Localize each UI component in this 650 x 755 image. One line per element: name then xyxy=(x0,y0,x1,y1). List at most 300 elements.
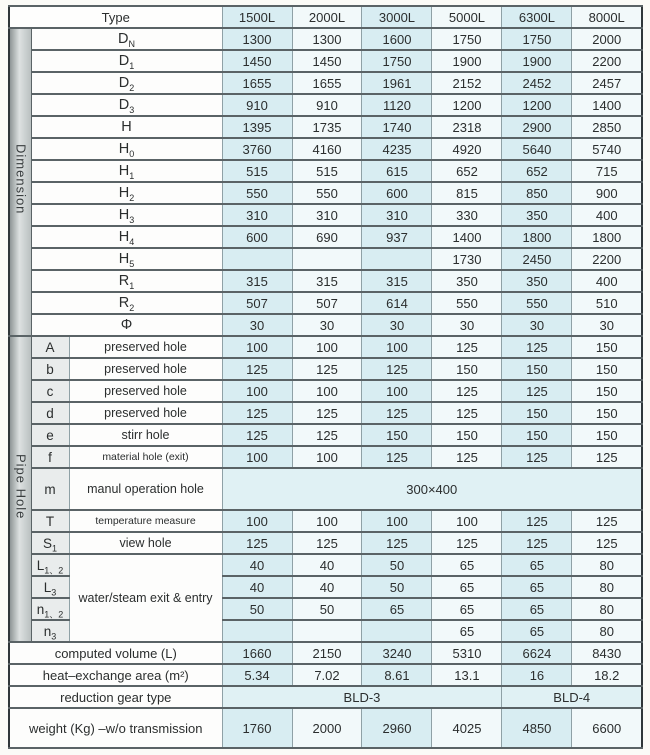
cell-value: 125 xyxy=(222,424,292,446)
row-key-base: d xyxy=(46,405,54,421)
cell-value: 2850 xyxy=(572,116,642,138)
reduction-gear-bld-4: BLD-4 xyxy=(502,686,642,708)
row-description: preserved hole xyxy=(69,336,222,358)
row-key-base: H xyxy=(118,141,130,157)
cell-value: 652 xyxy=(432,160,502,182)
cell-value: 100 xyxy=(222,380,292,402)
cell-value: 150 xyxy=(362,424,432,446)
row-key-subscript: 1、2 xyxy=(44,609,64,620)
cell-value: 3760 xyxy=(222,138,292,160)
cell-value: 1735 xyxy=(292,116,362,138)
cell-value: 937 xyxy=(362,226,432,248)
cell-value: 100 xyxy=(222,446,292,468)
cell-value: 1300 xyxy=(222,28,292,50)
row-key-base: A xyxy=(45,339,55,355)
row-key xyxy=(31,50,222,72)
cell-value: 40 xyxy=(292,554,362,576)
row-key-base: D xyxy=(118,97,130,113)
row-key-subscript: 3 xyxy=(129,214,135,225)
cell-value: 150 xyxy=(572,336,642,358)
cell-value: 125 xyxy=(502,446,572,468)
cell-value: 125 xyxy=(432,446,502,468)
cell-value: 125 xyxy=(222,402,292,424)
cell-value: 50 xyxy=(362,554,432,576)
cell-value: 400 xyxy=(572,204,642,226)
cell-value: 310 xyxy=(362,204,432,226)
footer-value: 7.02 xyxy=(292,664,362,686)
pipe-hole-row xyxy=(9,446,642,468)
row-key xyxy=(31,380,69,402)
cell-value: 100 xyxy=(292,510,362,532)
cell-value: 150 xyxy=(432,358,502,380)
pipe-hole-row xyxy=(9,554,642,576)
cell-value: 4235 xyxy=(362,138,432,160)
cell-value: 550 xyxy=(292,182,362,204)
cell-value: 125 xyxy=(502,532,572,554)
footer-value: 1760 xyxy=(222,708,292,748)
footer-label: heat–exchange area (m²) xyxy=(9,664,222,686)
cell-value: 550 xyxy=(432,292,502,314)
footer-label: weight (Kg) –w/o transmission xyxy=(9,708,222,748)
cell-value: 310 xyxy=(292,204,362,226)
dimension-row xyxy=(9,292,642,314)
cell-value: 80 xyxy=(572,598,642,620)
dimension-row xyxy=(9,204,642,226)
cell-value: 150 xyxy=(432,424,502,446)
footer-label: reduction gear type xyxy=(9,686,222,708)
pipe-hole-row xyxy=(9,468,642,510)
cell-value: 1750 xyxy=(432,28,502,50)
row-description: preserved hole xyxy=(69,358,222,380)
cell-value: 125 xyxy=(432,336,502,358)
cell-value: 652 xyxy=(502,160,572,182)
cell-value: 600 xyxy=(362,182,432,204)
cell-value: 150 xyxy=(572,380,642,402)
dimension-row xyxy=(9,116,642,138)
row-key xyxy=(31,292,222,314)
header-row xyxy=(9,6,642,28)
row-description: temperature measure xyxy=(69,510,222,532)
cell-value: 1800 xyxy=(502,226,572,248)
row-key-base: H xyxy=(118,185,130,201)
cell-value: 125 xyxy=(292,402,362,424)
cell-value: 100 xyxy=(432,510,502,532)
cell-value: 1961 xyxy=(362,72,432,94)
pipe-hole-row xyxy=(9,402,642,424)
row-key-base: H xyxy=(118,163,130,179)
row-key xyxy=(31,402,69,424)
dimension-section-label xyxy=(9,28,31,336)
row-key xyxy=(31,598,69,620)
row-description: view hole xyxy=(69,532,222,554)
column-header-6300l: 6300L xyxy=(502,6,572,28)
row-key xyxy=(31,336,69,358)
dimension-row xyxy=(9,72,642,94)
cell-value: 1800 xyxy=(572,226,642,248)
cell-value xyxy=(362,620,432,642)
cell-value: 910 xyxy=(292,94,362,116)
cell-value: 850 xyxy=(502,182,572,204)
cell-value: 30 xyxy=(432,314,502,336)
cell-value: 150 xyxy=(572,402,642,424)
row-key xyxy=(31,94,222,116)
cell-value: 30 xyxy=(292,314,362,336)
row-key xyxy=(31,532,69,554)
row-key xyxy=(31,72,222,94)
footer-value: 6600 xyxy=(572,708,642,748)
row-key xyxy=(31,468,69,510)
row-key xyxy=(31,204,222,226)
cell-value: 40 xyxy=(222,554,292,576)
cell-value: 125 xyxy=(572,510,642,532)
row-description: stirr hole xyxy=(69,424,222,446)
footer-value: 3240 xyxy=(362,642,432,664)
pipe-hole-row xyxy=(9,532,642,554)
cell-value: 1750 xyxy=(362,50,432,72)
footer-value: 8430 xyxy=(572,642,642,664)
cell-value: 1300 xyxy=(292,28,362,50)
cell-value: 1740 xyxy=(362,116,432,138)
row-key-base: m xyxy=(44,481,56,497)
cell-value: 65 xyxy=(502,620,572,642)
cell-value: 350 xyxy=(432,270,502,292)
cell-value: 125 xyxy=(292,424,362,446)
row-description: manul operation hole xyxy=(69,468,222,510)
row-key xyxy=(31,620,69,642)
dimension-row xyxy=(9,314,642,336)
cell-value: 1450 xyxy=(292,50,362,72)
cell-value: 125 xyxy=(502,380,572,402)
row-key xyxy=(31,358,69,380)
cell-value: 80 xyxy=(572,554,642,576)
row-key-base: L xyxy=(43,579,52,595)
cell-value: 65 xyxy=(502,576,572,598)
row-key-base: n xyxy=(43,623,52,639)
cell-value: 2900 xyxy=(502,116,572,138)
row-key-base: H xyxy=(118,229,130,245)
row-key xyxy=(31,28,222,50)
row-key xyxy=(31,446,69,468)
row-key xyxy=(31,576,69,598)
footer-label: computed volume (L) xyxy=(9,642,222,664)
cell-value: 125 xyxy=(362,532,432,554)
cell-value: 1750 xyxy=(502,28,572,50)
cell-value: 50 xyxy=(292,598,362,620)
cell-value: 1600 xyxy=(362,28,432,50)
row-key-subscript: 0 xyxy=(129,148,135,159)
footer-value: 2000 xyxy=(292,708,362,748)
cell-value xyxy=(292,620,362,642)
cell-value: 100 xyxy=(362,510,432,532)
row-key-base: f xyxy=(48,449,52,465)
row-key xyxy=(31,138,222,160)
footer-row xyxy=(9,664,642,686)
cell-value: 125 xyxy=(572,446,642,468)
pipe-hole-row xyxy=(9,510,642,532)
row-key-subscript: 1 xyxy=(129,280,135,291)
cell-value: 900 xyxy=(572,182,642,204)
row-key-base: T xyxy=(45,513,55,529)
cell-value: 65 xyxy=(502,554,572,576)
cell-value: 125 xyxy=(362,446,432,468)
cell-value: 40 xyxy=(292,576,362,598)
row-key-subscript: 3 xyxy=(51,587,57,598)
dimension-row xyxy=(9,160,642,182)
row-key xyxy=(31,182,222,204)
cell-value xyxy=(362,248,432,270)
cell-value: 2152 xyxy=(432,72,502,94)
cell-value: 100 xyxy=(222,336,292,358)
column-header-3000l: 3000L xyxy=(362,6,432,28)
cell-value: 125 xyxy=(222,358,292,380)
column-header-8000l: 8000L xyxy=(572,6,642,28)
cell-value: 65 xyxy=(362,598,432,620)
footer-value: 4850 xyxy=(502,708,572,748)
cell-value: 690 xyxy=(292,226,362,248)
cell-value: 150 xyxy=(572,424,642,446)
cell-value: 125 xyxy=(502,336,572,358)
dimension-section-label-text: Dimension xyxy=(13,144,29,215)
row-key-subscript: N xyxy=(128,38,135,49)
cell-value: 125 xyxy=(572,532,642,554)
cell-value: 515 xyxy=(292,160,362,182)
cell-value: 50 xyxy=(222,598,292,620)
row-key-base: D xyxy=(118,31,129,47)
row-key xyxy=(31,160,222,182)
cell-value: 550 xyxy=(502,292,572,314)
cell-value: 150 xyxy=(502,424,572,446)
cell-value: 125 xyxy=(222,532,292,554)
footer-value: 2960 xyxy=(362,708,432,748)
cell-value: 125 xyxy=(432,380,502,402)
cell-value: 30 xyxy=(502,314,572,336)
cell-value: 2318 xyxy=(432,116,502,138)
cell-value: 1395 xyxy=(222,116,292,138)
row-key-subscript: 2 xyxy=(129,192,135,203)
cell-value: 1200 xyxy=(502,94,572,116)
cell-value: 310 xyxy=(222,204,292,226)
cell-value: 1900 xyxy=(432,50,502,72)
row-key-subscript: 4 xyxy=(129,236,135,247)
cell-value: 125 xyxy=(502,510,572,532)
row-key-subscript: 3 xyxy=(51,631,57,642)
cell-value: 65 xyxy=(502,598,572,620)
cell-value: 150 xyxy=(572,358,642,380)
cell-value: 2200 xyxy=(572,50,642,72)
footer-row xyxy=(9,686,642,708)
row-key-subscript: 3 xyxy=(129,104,135,115)
cell-value: 600 xyxy=(222,226,292,248)
cell-value: 330 xyxy=(432,204,502,226)
pipe-hole-row xyxy=(9,424,642,446)
cell-value: 30 xyxy=(362,314,432,336)
cell-value: 65 xyxy=(432,554,502,576)
footer-row xyxy=(9,708,642,748)
cell-value: 5640 xyxy=(502,138,572,160)
dimension-row xyxy=(9,248,642,270)
row-key-base: R xyxy=(118,295,130,311)
row-key-base: n xyxy=(36,601,45,617)
row-description: preserved hole xyxy=(69,380,222,402)
cell-value: 80 xyxy=(572,576,642,598)
cell-value: 815 xyxy=(432,182,502,204)
cell-value: 40 xyxy=(222,576,292,598)
cell-value: 910 xyxy=(222,94,292,116)
spec-table xyxy=(8,5,643,749)
cell-value: 1400 xyxy=(572,94,642,116)
column-header-1500l: 1500L xyxy=(222,6,292,28)
dimension-row xyxy=(9,28,642,50)
cell-value: 614 xyxy=(362,292,432,314)
cell-value: 1120 xyxy=(362,94,432,116)
row-key-base: H xyxy=(118,251,130,267)
row-key-base: b xyxy=(46,361,54,377)
cell-value: 1200 xyxy=(432,94,502,116)
cell-value: 2450 xyxy=(502,248,572,270)
row-key xyxy=(31,554,69,576)
footer-value: 13.1 xyxy=(432,664,502,686)
manual-operation-hole-value: 300×400 xyxy=(222,468,642,510)
cell-value: 1655 xyxy=(292,72,362,94)
cell-value: 315 xyxy=(362,270,432,292)
cell-value xyxy=(222,620,292,642)
cell-value: 507 xyxy=(292,292,362,314)
cell-value: 125 xyxy=(292,532,362,554)
footer-row xyxy=(9,642,642,664)
cell-value: 65 xyxy=(432,576,502,598)
footer-value: 2150 xyxy=(292,642,362,664)
cell-value: 615 xyxy=(362,160,432,182)
row-key-base: H xyxy=(121,119,132,135)
cell-value: 150 xyxy=(502,358,572,380)
dimension-row xyxy=(9,138,642,160)
cell-value: 50 xyxy=(362,576,432,598)
cell-value: 2452 xyxy=(502,72,572,94)
cell-value: 100 xyxy=(222,510,292,532)
footer-value: 6624 xyxy=(502,642,572,664)
row-key xyxy=(31,226,222,248)
dimension-row xyxy=(9,94,642,116)
cell-value: 5740 xyxy=(572,138,642,160)
row-key xyxy=(31,314,222,336)
footer-value: 16 xyxy=(502,664,572,686)
cell-value: 550 xyxy=(222,182,292,204)
cell-value: 1450 xyxy=(222,50,292,72)
cell-value: 2200 xyxy=(572,248,642,270)
pipe-hole-row xyxy=(9,358,642,380)
row-key-base: Φ xyxy=(120,317,133,333)
pipe-hole-section-label xyxy=(9,336,31,642)
cell-value: 515 xyxy=(222,160,292,182)
cell-value: 507 xyxy=(222,292,292,314)
cell-value: 1655 xyxy=(222,72,292,94)
cell-value: 65 xyxy=(432,598,502,620)
pipe-hole-row xyxy=(9,336,642,358)
row-key-base: R xyxy=(118,273,130,289)
cell-value: 2457 xyxy=(572,72,642,94)
cell-value: 315 xyxy=(292,270,362,292)
cell-value xyxy=(222,248,292,270)
reduction-gear-bld-3: BLD-3 xyxy=(222,686,502,708)
footer-value: 5310 xyxy=(432,642,502,664)
cell-value: 125 xyxy=(432,532,502,554)
dimension-row xyxy=(9,182,642,204)
footer-value: 5.34 xyxy=(222,664,292,686)
dimension-row xyxy=(9,226,642,248)
column-header-5000l: 5000L xyxy=(432,6,502,28)
cell-value: 400 xyxy=(572,270,642,292)
row-key-base: D xyxy=(118,53,130,69)
row-key-subscript: 1 xyxy=(129,170,135,181)
pipe-hole-section-label-text: Pipe Hole xyxy=(13,453,29,520)
cell-value: 125 xyxy=(362,402,432,424)
pipe-hole-row xyxy=(9,380,642,402)
footer-value: 8.61 xyxy=(362,664,432,686)
column-header-2000l: 2000L xyxy=(292,6,362,28)
cell-value: 4160 xyxy=(292,138,362,160)
cell-value: 65 xyxy=(432,620,502,642)
row-key-base: S xyxy=(42,535,52,551)
cell-value: 715 xyxy=(572,160,642,182)
row-key xyxy=(31,248,222,270)
footer-value: 1660 xyxy=(222,642,292,664)
cell-value: 80 xyxy=(572,620,642,642)
cell-value: 315 xyxy=(222,270,292,292)
row-key-subscript: 1 xyxy=(52,543,58,554)
row-description: preserved hole xyxy=(69,402,222,424)
footer-value: 18.2 xyxy=(572,664,642,686)
row-key xyxy=(31,510,69,532)
footer-value: 4025 xyxy=(432,708,502,748)
cell-value: 1900 xyxy=(502,50,572,72)
cell-value: 100 xyxy=(292,380,362,402)
row-key-base: e xyxy=(46,427,54,443)
cell-value: 1400 xyxy=(432,226,502,248)
row-key xyxy=(31,270,222,292)
cell-value: 350 xyxy=(502,204,572,226)
row-key xyxy=(31,424,69,446)
cell-value: 125 xyxy=(362,358,432,380)
row-description: material hole (exit) xyxy=(69,446,222,468)
cell-value: 125 xyxy=(292,358,362,380)
cell-value: 510 xyxy=(572,292,642,314)
row-key xyxy=(31,116,222,138)
row-key-base: D xyxy=(118,75,130,91)
type-header-cell: Type xyxy=(9,6,222,28)
cell-value: 100 xyxy=(362,336,432,358)
cell-value xyxy=(292,248,362,270)
cell-value: 30 xyxy=(572,314,642,336)
row-description: water/steam exit & entry xyxy=(69,554,222,642)
row-key-base: L xyxy=(36,557,45,573)
cell-value: 30 xyxy=(222,314,292,336)
row-key-subscript: 1、2 xyxy=(44,565,64,576)
row-key-base: H xyxy=(118,207,130,223)
cell-value: 1730 xyxy=(432,248,502,270)
row-key-subscript: 2 xyxy=(129,82,135,93)
dimension-row xyxy=(9,270,642,292)
row-key-subscript: 5 xyxy=(129,258,135,269)
cell-value: 150 xyxy=(502,402,572,424)
row-key-subscript: 2 xyxy=(129,302,135,313)
dimension-row xyxy=(9,50,642,72)
cell-value: 100 xyxy=(362,380,432,402)
row-key-base: c xyxy=(46,383,54,399)
cell-value: 4920 xyxy=(432,138,502,160)
cell-value: 100 xyxy=(292,336,362,358)
row-key-subscript: 1 xyxy=(129,60,135,71)
cell-value: 100 xyxy=(292,446,362,468)
